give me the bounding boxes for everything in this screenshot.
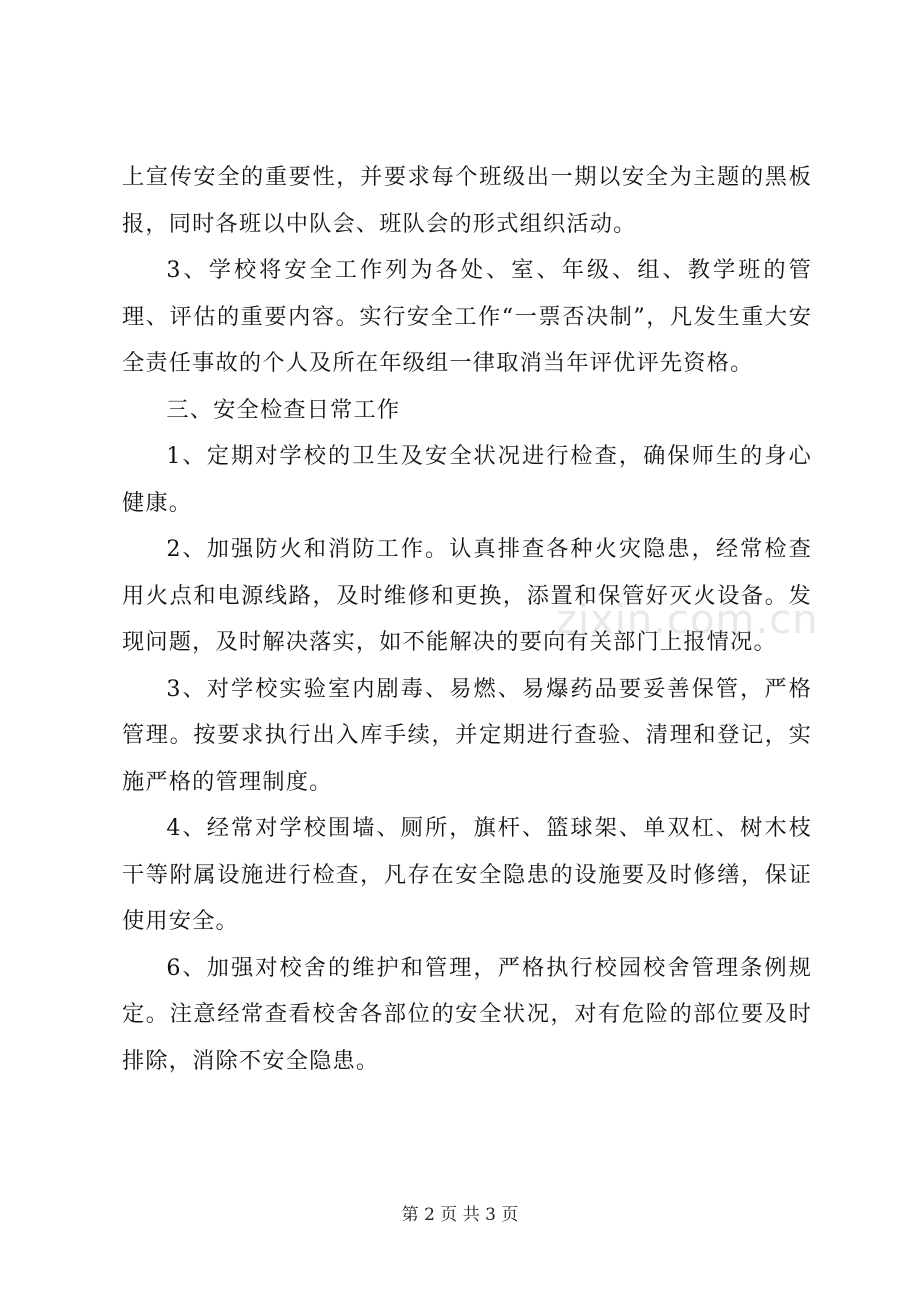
- paragraph: 1、定期对学校的卫生及安全状况进行检查，确保师生的身心健康。: [122, 443, 812, 516]
- paragraph: 6、加强对校舍的维护和管理，严格执行校园校舍管理条例规定。注意经常查看校舍各部位的安全状况，对有危险的部位要及时排除，消除不安全隐患。: [122, 954, 812, 1074]
- paragraph: 3、学校将安全工作列为各处、室、年级、组、教学班的管理、评估的重要内容。实行安全工作“一票否决制”，凡发生重大安全责任事故的个人及所在年级组一律取消当年评优评先资格。: [122, 257, 812, 376]
- paragraph: 上宣传安全的重要性，并要求每个班级出一期以安全为主题的黑板报，同时各班以中队会、班队会的形式组织活动。: [122, 164, 812, 237]
- watermark: zixin.com.cn: [556, 597, 819, 643]
- section-heading: 三、安全检查日常工作: [166, 396, 401, 423]
- paragraph: 3、对学校实验室内剧毒、易燃、易爆药品要妥善保管，严格管理。按要求执行出入库手续，并定期进行查验、清理和登记，实施严格的管理制度。: [122, 675, 812, 795]
- paragraph: 4、经常对学校围墙、厕所，旗杆、篮球架、单双杠、树木枝干等附属设施进行检查，凡存在安全隐患的设施要及时修缮，保证使用安全。: [122, 815, 812, 934]
- paragraph: 2、加强防火和消防工作。认真排查各种火灾隐患，经常检查用火点和电源线路，及时维修和更换，添置和保管好灭火设备。发现问题，及时解决落实，如不能解决的要向有关部门上报情况。: [122, 536, 812, 655]
- page-footer: 第 2 页 共 3 页: [401, 1205, 519, 1225]
